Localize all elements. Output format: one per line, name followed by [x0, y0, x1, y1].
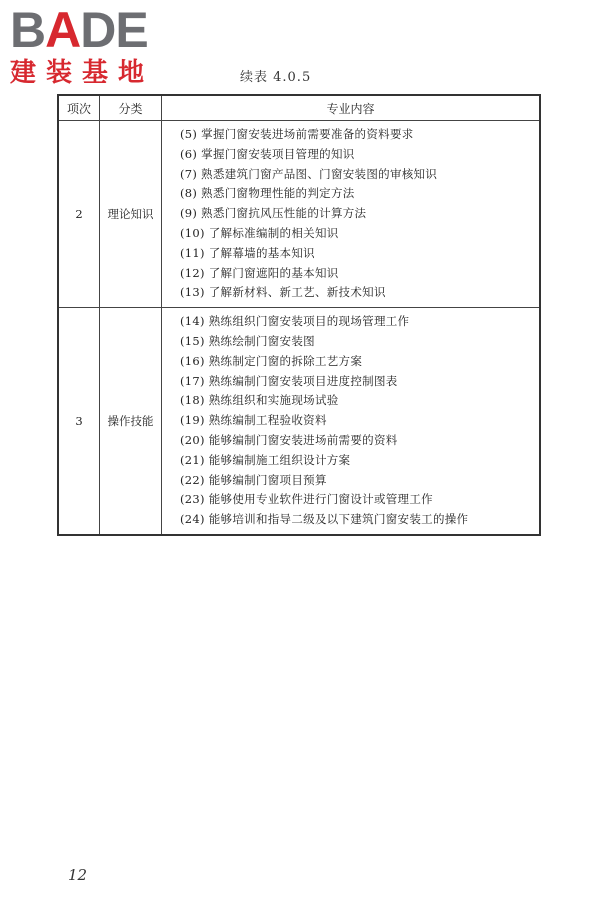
table-row: [58, 121, 540, 308]
row-content: [162, 308, 541, 535]
content-item: (18) 熟练组织和实施现场试验: [180, 393, 339, 408]
logo-a: A: [45, 2, 81, 58]
content-item: (15) 熟练绘制门窗安装图: [180, 333, 315, 348]
table-header-row: [58, 95, 540, 121]
content-item: (17) 熟练编制门窗安装项目进度控制图表: [180, 373, 398, 388]
content-item: (19) 熟练编制工程验收资料: [180, 413, 327, 428]
row-content: [162, 121, 541, 308]
content-item: (8) 熟悉门窗物理性能的判定方法: [180, 186, 355, 201]
content-item: (22) 能够编制门窗项目预算: [180, 472, 327, 487]
header-category: 分类: [100, 95, 162, 121]
row-category: 操作技能: [100, 308, 162, 535]
logo-subtitle: 建装基地: [10, 58, 155, 88]
content-item: (14) 熟练组织门窗安装项目的现场管理工作: [180, 314, 410, 329]
page-number: 12: [68, 866, 88, 884]
content-item: (5) 掌握门窗安装进场前需要准备的资料要求: [180, 127, 414, 141]
row-number: 3: [58, 308, 100, 535]
content-item: (16) 熟练制定门窗的拆除工艺方案: [180, 353, 363, 368]
content-item: (11) 了解幕墙的基本知识: [180, 245, 315, 260]
content-item: (23) 能够使用专业软件进行门窗设计或管理工作: [180, 492, 433, 507]
logo-b: B: [10, 2, 46, 58]
content-item: (7) 熟悉建筑门窗产品图、门窗安装图的审核知识: [180, 166, 438, 181]
table-caption: 续表 4.0.5: [240, 70, 312, 85]
content-item: (20) 能够编制门窗安装进场前需要的资料: [180, 432, 398, 447]
logo-wordmark: [10, 4, 180, 56]
header-item-number: 项次: [58, 95, 100, 121]
content-item: (24) 能够培训和指导二级及以下建筑门窗安装工的操作: [180, 512, 469, 527]
content-item: (6) 掌握门窗安装项目管理的知识: [180, 146, 355, 161]
header-content: 专业内容: [162, 95, 541, 121]
logo-de: DE: [80, 2, 148, 58]
content-item: (9) 熟悉门窗抗风压性能的计算方法: [180, 206, 367, 221]
content-table: [57, 94, 541, 536]
content-item: (12) 了解门窗遮阳的基本知识: [180, 265, 339, 280]
content-item: (13) 了解新材料、新工艺、新技术知识: [180, 285, 386, 300]
content-item: (10) 了解标准编制的相关知识: [180, 225, 339, 240]
table-row: [58, 308, 540, 535]
row-number: 2: [58, 121, 100, 308]
content-item: (21) 能够编制施工组织设计方案: [180, 452, 351, 467]
row-category: 理论知识: [100, 121, 162, 308]
logo: [10, 4, 180, 90]
